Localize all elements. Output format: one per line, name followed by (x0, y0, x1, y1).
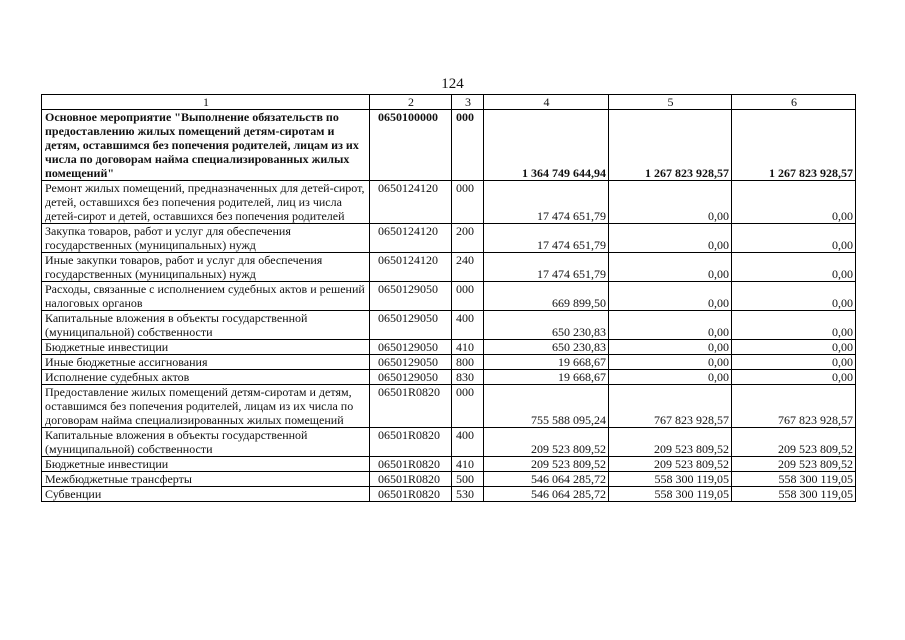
amount-col6-cell: 0,00 (732, 340, 856, 355)
amount-col4-cell: 755 588 095,24 (484, 385, 609, 428)
expense-name-cell: Расходы, связанные с исполнением судебных актов и решений налоговых органов (42, 282, 370, 311)
expense-type-cell: 000 (452, 181, 484, 224)
table-row (42, 472, 856, 487)
expense-type-cell: 000 (452, 385, 484, 428)
amount-col4-cell: 650 230,83 (484, 311, 609, 340)
expense-name-cell: Закупка товаров, работ и услуг для обеспечения государственных (муниципальных) нужд (42, 224, 370, 253)
table-row (42, 340, 856, 355)
amount-col5-cell: 209 523 809,52 (609, 428, 732, 457)
amount-col5-cell: 558 300 119,05 (609, 472, 732, 487)
amount-col4-cell: 546 064 285,72 (484, 472, 609, 487)
table-row (42, 428, 856, 457)
expense-name-cell: Капитальные вложения в объекты государственной (муниципальной) собственности (42, 428, 370, 457)
target-code-cell: 06501R0820 (370, 385, 452, 428)
column-number: 4 (484, 95, 609, 110)
expense-type-cell: 410 (452, 457, 484, 472)
amount-col6-cell: 1 267 823 928,57 (732, 110, 856, 181)
expense-name-cell: Основное мероприятие "Выполнение обязательств по предоставлению жилых помещений детям-сиротам и детям, оставшимся без попечения родителей, лицам из их числа по договорам найма специализированных жилых помещений" (42, 110, 370, 181)
expense-name-cell: Ремонт жилых помещений, предназначенных для детей-сирот, детей, оставшихся без попечения родителей, лиц из числа детей-сирот и детей, оставшихся без попечения родителей (42, 181, 370, 224)
amount-col6-cell: 0,00 (732, 224, 856, 253)
table-row (42, 253, 856, 282)
expense-name-cell: Капитальные вложения в объекты государственной (муниципальной) собственности (42, 311, 370, 340)
amount-col4-cell: 17 474 651,79 (484, 181, 609, 224)
amount-col6-cell: 0,00 (732, 282, 856, 311)
amount-col6-cell: 0,00 (732, 253, 856, 282)
table-row (42, 385, 856, 428)
amount-col4-cell: 19 668,67 (484, 370, 609, 385)
target-code-cell: 06501R0820 (370, 487, 452, 502)
table-row (42, 487, 856, 502)
amount-col4-cell: 209 523 809,52 (484, 428, 609, 457)
amount-col5-cell: 0,00 (609, 311, 732, 340)
column-number: 5 (609, 95, 732, 110)
amount-col4-cell: 650 230,83 (484, 340, 609, 355)
column-number: 2 (370, 95, 452, 110)
amount-col5-cell: 0,00 (609, 370, 732, 385)
expense-type-cell: 800 (452, 355, 484, 370)
table-row (42, 311, 856, 340)
amount-col5-cell: 0,00 (609, 355, 732, 370)
target-code-cell: 0650124120 (370, 181, 452, 224)
amount-col4-cell: 669 899,50 (484, 282, 609, 311)
column-number: 3 (452, 95, 484, 110)
amount-col5-cell: 1 267 823 928,57 (609, 110, 732, 181)
target-code-cell: 0650124120 (370, 224, 452, 253)
table-row (42, 457, 856, 472)
column-number: 6 (732, 95, 856, 110)
expense-name-cell: Иные бюджетные ассигнования (42, 355, 370, 370)
expense-type-cell: 000 (452, 282, 484, 311)
target-code-cell: 06501R0820 (370, 428, 452, 457)
page-number: 124 (441, 76, 464, 92)
target-code-cell: 0650129050 (370, 311, 452, 340)
target-code-cell: 0650124120 (370, 253, 452, 282)
expense-type-cell: 410 (452, 340, 484, 355)
amount-col6-cell: 0,00 (732, 355, 856, 370)
column-number-row (42, 95, 856, 110)
amount-col5-cell: 209 523 809,52 (609, 457, 732, 472)
amount-col6-cell: 767 823 928,57 (732, 385, 856, 428)
amount-col5-cell: 0,00 (609, 253, 732, 282)
target-code-cell: 0650129050 (370, 340, 452, 355)
column-number: 1 (42, 95, 370, 110)
table-row (42, 224, 856, 253)
target-code-cell: 06501R0820 (370, 457, 452, 472)
target-code-cell: 0650129050 (370, 282, 452, 311)
amount-col6-cell: 558 300 119,05 (732, 472, 856, 487)
expense-type-cell: 000 (452, 110, 484, 181)
target-code-cell: 06501R0820 (370, 472, 452, 487)
amount-col6-cell: 0,00 (732, 370, 856, 385)
amount-col4-cell: 19 668,67 (484, 355, 609, 370)
amount-col4-cell: 209 523 809,52 (484, 457, 609, 472)
amount-col4-cell: 1 364 749 644,94 (484, 110, 609, 181)
amount-col4-cell: 17 474 651,79 (484, 253, 609, 282)
expense-type-cell: 830 (452, 370, 484, 385)
table-row (42, 282, 856, 311)
amount-col6-cell: 209 523 809,52 (732, 428, 856, 457)
amount-col5-cell: 0,00 (609, 181, 732, 224)
amount-col5-cell: 0,00 (609, 282, 732, 311)
amount-col5-cell: 767 823 928,57 (609, 385, 732, 428)
amount-col4-cell: 546 064 285,72 (484, 487, 609, 502)
budget-table-body (42, 95, 856, 502)
amount-col6-cell: 209 523 809,52 (732, 457, 856, 472)
expense-type-cell: 530 (452, 487, 484, 502)
amount-col4-cell: 17 474 651,79 (484, 224, 609, 253)
target-code-cell: 0650129050 (370, 355, 452, 370)
expense-name-cell: Бюджетные инвестиции (42, 457, 370, 472)
table-row (42, 370, 856, 385)
target-code-cell: 0650100000 (370, 110, 452, 181)
expense-name-cell: Иные закупки товаров, работ и услуг для обеспечения государственных (муниципальных) нужд (42, 253, 370, 282)
expense-name-cell: Бюджетные инвестиции (42, 340, 370, 355)
expense-type-cell: 400 (452, 311, 484, 340)
table-row (42, 355, 856, 370)
expense-type-cell: 240 (452, 253, 484, 282)
amount-col5-cell: 0,00 (609, 224, 732, 253)
amount-col5-cell: 0,00 (609, 340, 732, 355)
table-row (42, 181, 856, 224)
table-row (42, 110, 856, 181)
expense-type-cell: 200 (452, 224, 484, 253)
expense-name-cell: Предоставление жилых помещений детям-сиротам и детям, оставшимся без попечения родителей, лицам из их числа по договорам найма специализированных жилых помещений (42, 385, 370, 428)
amount-col6-cell: 0,00 (732, 181, 856, 224)
budget-table (41, 94, 856, 502)
expense-name-cell: Исполнение судебных актов (42, 370, 370, 385)
expense-type-cell: 400 (452, 428, 484, 457)
target-code-cell: 0650129050 (370, 370, 452, 385)
amount-col5-cell: 558 300 119,05 (609, 487, 732, 502)
amount-col6-cell: 0,00 (732, 311, 856, 340)
amount-col6-cell: 558 300 119,05 (732, 487, 856, 502)
expense-type-cell: 500 (452, 472, 484, 487)
expense-name-cell: Межбюджетные трансферты (42, 472, 370, 487)
expense-name-cell: Субвенции (42, 487, 370, 502)
